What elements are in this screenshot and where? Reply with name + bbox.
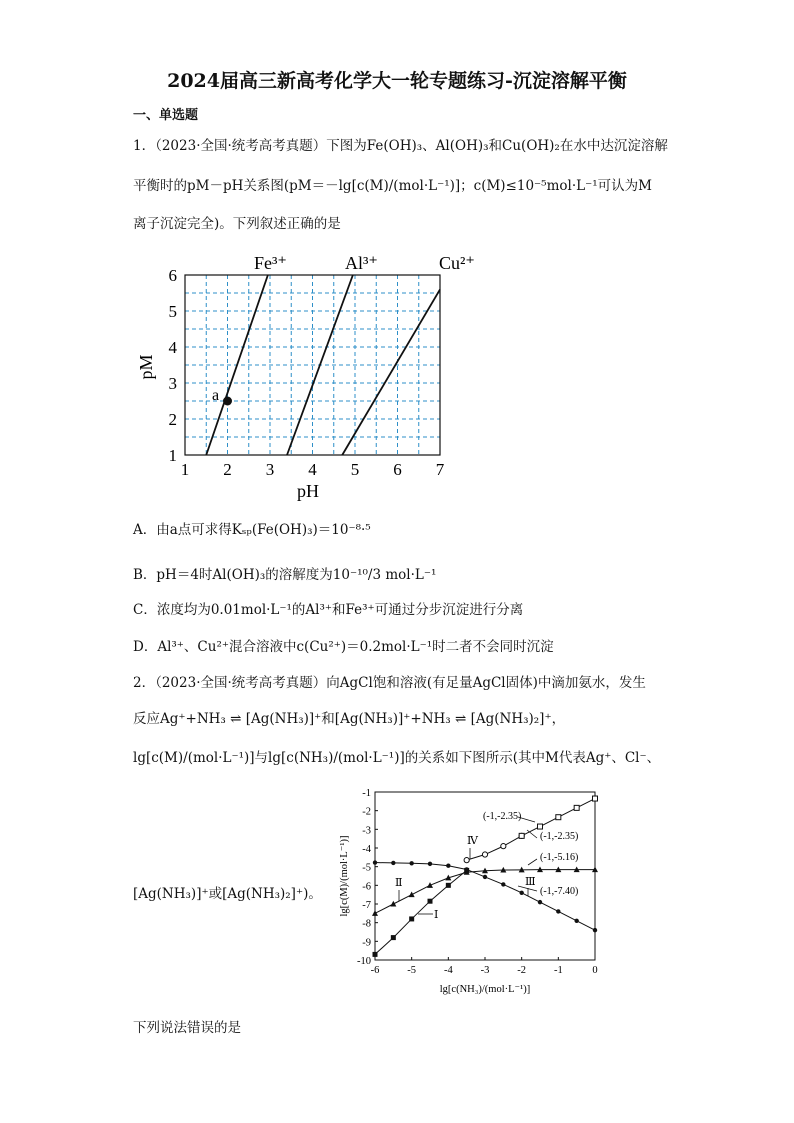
- section-heading: 一、单选题: [133, 108, 199, 123]
- c2-marker-III: [409, 861, 413, 865]
- q2-line-4: [Ag(NH₃)]⁺或[Ag(NH₃)₂]⁺)。: [133, 886, 322, 902]
- c2-ytick: -1: [362, 788, 371, 799]
- c2-marker-IV: [501, 844, 506, 849]
- c2-marker-III: [538, 900, 542, 904]
- q1-line-3: 离子沉淀完全)。下列叙述正确的是: [133, 216, 341, 232]
- q1-line-2: 平衡时的pM－pH关系图(pM＝－lg[c(M)/(mol·L⁻¹)]；c(M)≤10⁻⁵mol·L⁻¹可认为M: [133, 178, 652, 194]
- c2-ytick: -7: [362, 900, 371, 911]
- c2-xtick: -5: [407, 965, 417, 976]
- point-a: [223, 397, 232, 406]
- c2-xtick: -1: [553, 965, 563, 976]
- c2-marker-II: [409, 891, 415, 897]
- label-iv: Ⅳ: [467, 835, 478, 847]
- q2-line-3: lg[c(M)/(mol·L⁻¹)]与lg[c(NH₃)/(mol·L⁻¹)]的关系如下图所示(其中M代表Ag⁺、Cl⁻、: [133, 750, 661, 766]
- c2-marker-II: [390, 901, 396, 907]
- q1-line-1: 1．（2023·全国·统考高考真题）下图为Fe(OH)₃、Al(OH)₃和Cu(OH)₂在水中达沉淀溶解: [133, 138, 668, 154]
- c2-marker-III: [428, 862, 432, 866]
- point-a-label: a: [212, 387, 220, 404]
- c2-xtick: -3: [480, 965, 490, 976]
- c2-pointer-arrows: [399, 817, 537, 914]
- series-label-fe: Fe³⁺: [254, 253, 287, 273]
- c2-marker-upper: [538, 824, 543, 829]
- c2-marker-III: [519, 891, 523, 895]
- c2-xtick: 0: [592, 965, 598, 976]
- pm-ph-chart: [130, 245, 490, 503]
- c1-xtick: 7: [435, 460, 445, 479]
- c2-marker-III: [574, 919, 578, 923]
- c2-marker-upper: [556, 815, 561, 820]
- c1-xtick: 3: [265, 460, 275, 479]
- page-title: 2024届高三新高考化学大一轮专题练习-沉淀溶解平衡: [167, 70, 627, 92]
- q2-after: 下列说法错误的是: [133, 1020, 241, 1036]
- c2-xtick: -2: [517, 965, 527, 976]
- c1-ytick: 4: [168, 338, 177, 357]
- q1-option-a[interactable]: A．由a点可求得Kₛₚ(Fe(OH)₃)＝10⁻⁸·⁵: [133, 522, 371, 538]
- c1-ytick: 2: [168, 410, 177, 429]
- c2-marker-III: [373, 860, 377, 864]
- c2-xtick: -6: [370, 965, 380, 976]
- anno-upper-2: (-1,-2.35): [540, 831, 579, 842]
- c2-marker-I: [373, 952, 378, 957]
- c1-xtick: 5: [350, 460, 360, 479]
- c2-series-line-I: [375, 870, 467, 954]
- c2-marker-III: [483, 875, 487, 879]
- arrow-upper-2: [527, 830, 537, 838]
- c2-marker-II: [372, 910, 378, 916]
- c2-xtick: -4: [443, 965, 453, 976]
- c2-marker-IV: [482, 852, 487, 857]
- c1-xtick: 4: [308, 460, 317, 479]
- c2-ytick: -2: [362, 806, 371, 818]
- c2-marker-III: [391, 861, 395, 865]
- c1-ytick: 5: [168, 302, 177, 321]
- c2-ytick: -9: [362, 937, 371, 949]
- c2-marker-upper: [519, 833, 524, 838]
- c2-marker-III: [593, 928, 597, 932]
- q2-line-1: 2．（2023·全国·统考高考真题）向AgCl饱和溶液(有足量AgCl固体)中滴加氨水，发生: [133, 675, 646, 691]
- c1-xlabel: pH: [297, 481, 319, 501]
- c1-ylabel: pM: [136, 354, 156, 380]
- c2-marker-III: [464, 867, 468, 871]
- ag-nh3-chart: [330, 782, 610, 1000]
- c2-marker-I: [428, 899, 433, 904]
- c2-ytick: -6: [362, 881, 371, 893]
- c2-marker-I: [446, 883, 451, 888]
- c1-ytick: 6: [168, 266, 177, 285]
- c1-xtick: 1: [180, 460, 190, 479]
- label-i: Ⅰ: [434, 909, 439, 921]
- c2-marker-III: [556, 909, 560, 913]
- c2-marker-upper: [593, 796, 598, 801]
- c1-ytick: 3: [168, 374, 177, 393]
- c1-gridlines: [185, 275, 440, 455]
- q1-option-c[interactable]: C．浓度均为0.01mol·L⁻¹的Al³⁺和Fe³⁺可通过分步沉淀进行分离: [133, 602, 524, 618]
- series-label-al: Al³⁺: [345, 253, 378, 273]
- c2-ytick: -3: [362, 825, 371, 837]
- q2-line-2: 反应Ag⁺+NH₃ ⇌ [Ag(NH₃)]⁺和[Ag(NH₃)]⁺+NH₃ ⇌ [Ag(NH₃)₂]⁺，: [133, 711, 566, 727]
- c2-marker-IV: [464, 858, 469, 863]
- c2-marker-I: [409, 916, 414, 921]
- label-iii: Ⅲ: [525, 876, 536, 888]
- c1-ytick: 1: [168, 446, 177, 465]
- c2-marker-III: [501, 882, 505, 886]
- q1-option-b[interactable]: B．pH＝4时Al(OH)₃的溶解度为10⁻¹⁰/3 mol·L⁻¹: [133, 567, 437, 583]
- series-label-cu: Cu²⁺: [439, 253, 475, 273]
- c1-xtick: 2: [223, 460, 232, 479]
- c2-ylabel: lg[c(M)/(mol·L⁻¹)]: [339, 835, 350, 917]
- c2-ytick: -4: [362, 844, 371, 855]
- c2-marker-I: [391, 935, 396, 940]
- c2-xlabel: lg[c(NH₃)/(mol·L⁻¹)]: [439, 984, 531, 995]
- c1-xtick: 6: [393, 460, 402, 479]
- anno-upper: (-1,-2.35): [483, 811, 522, 822]
- c2-ytick: -5: [362, 862, 371, 874]
- arrow-ii: [528, 859, 537, 865]
- label-ii: Ⅱ: [395, 877, 403, 889]
- c2-marker-III: [446, 864, 450, 868]
- c2-marker-upper: [574, 805, 579, 810]
- q1-option-d[interactable]: D．Al³⁺、Cu²⁺混合溶液中c(Cu²⁺)＝0.2mol·L⁻¹时二者不会同时沉淀: [133, 639, 554, 655]
- c1-series-line-2: [342, 289, 440, 455]
- anno-iii: (-1,-7.40): [540, 886, 579, 897]
- c2-ytick: -8: [362, 918, 371, 930]
- c2-ytick: -10: [357, 956, 371, 967]
- anno-ii-plateau: (-1,-5.16): [540, 852, 579, 863]
